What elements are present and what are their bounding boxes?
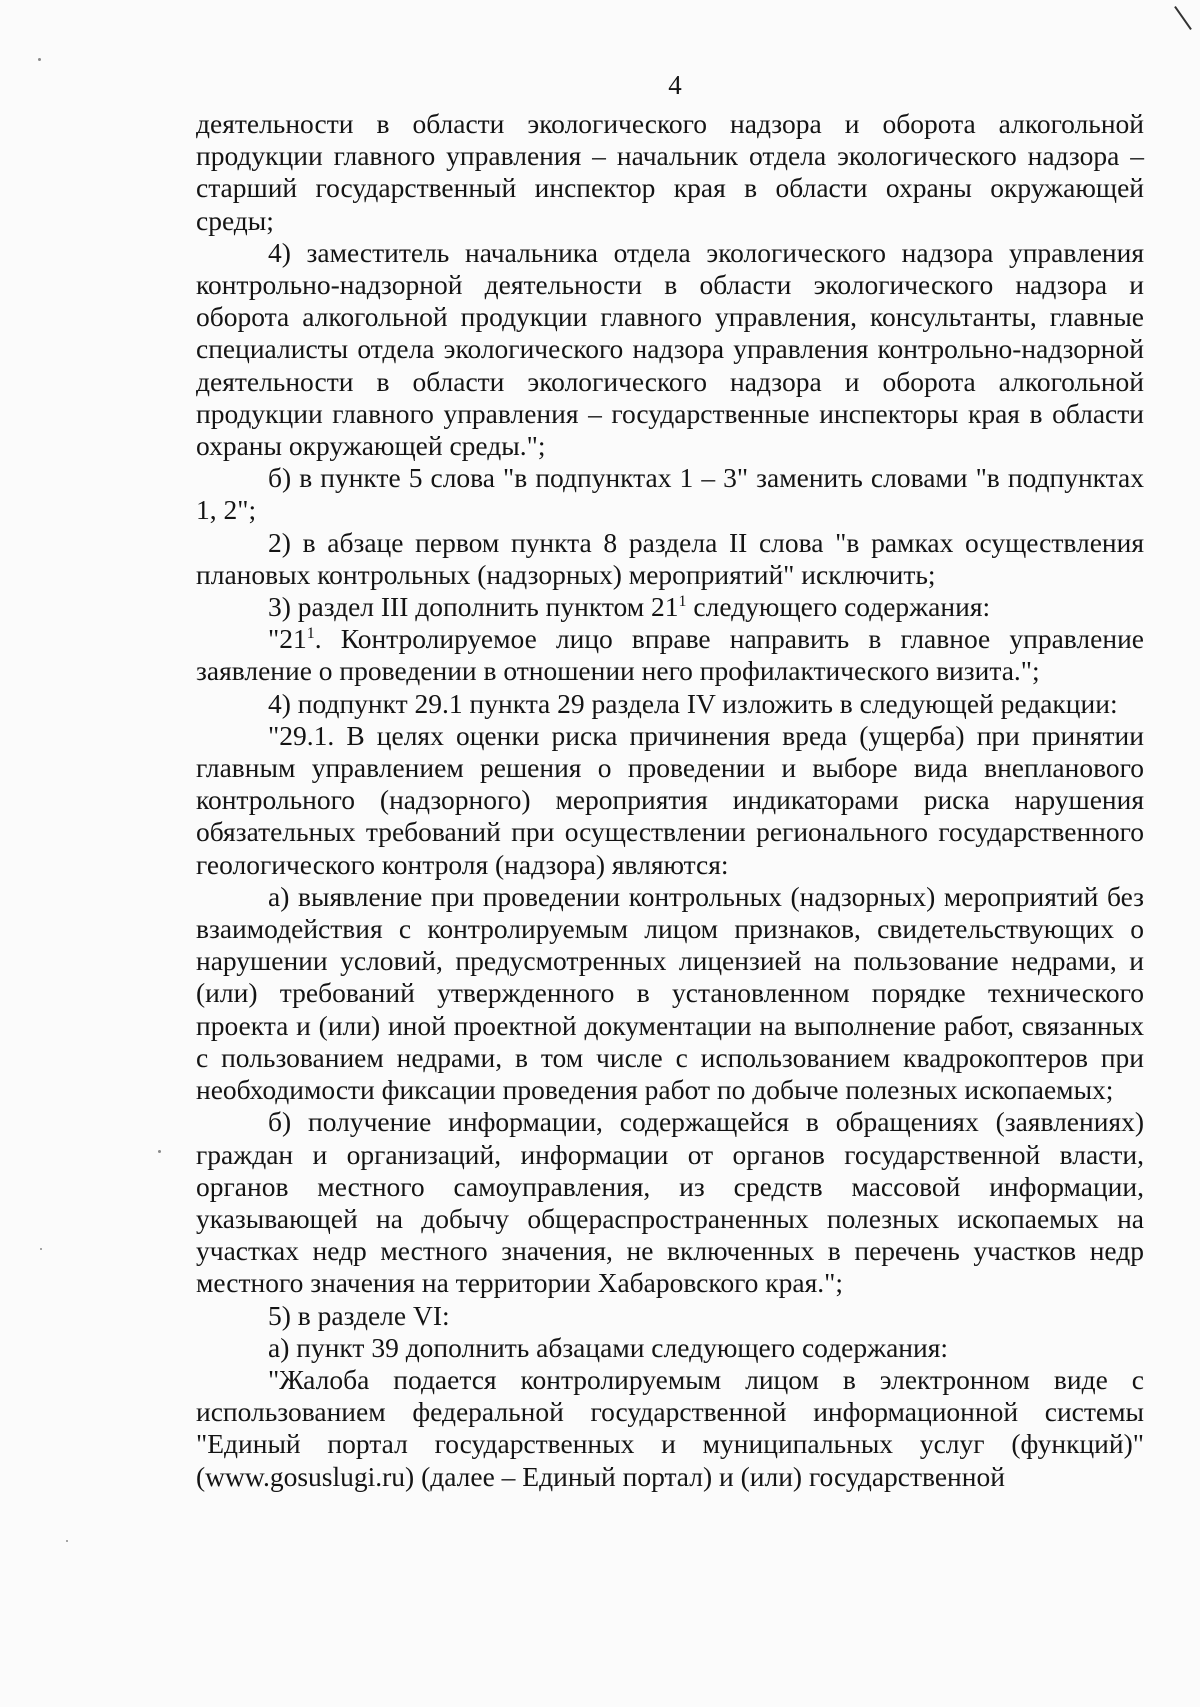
paragraph-item-5: 5) в разделе VI: [268, 1299, 450, 1331]
text-run: следующего содержания: [686, 591, 991, 623]
paragraph-item-4-subpoint: 4) подпункт 29.1 пункта 29 раздела IV изложить в следующей редакции: [268, 687, 1118, 719]
scan-speck [66, 1540, 68, 1542]
superscript: 1 [678, 592, 687, 610]
paragraph-item-4: 4) заместитель начальника отдела экологического надзора управления контрольно-надзорной деятельности в области экологического надзора и оборота алкогольной продукции главного управления, консультанты, главные специалисты отдела экологического надзора управления контрольно-надзорной деятельности в области экологического надзора и оборота алкогольной продукции главного управления – государственные инспекторы края в области охраны окружающей среды."; [196, 236, 1144, 462]
superscript: 1 [306, 625, 315, 643]
text-run: 3) раздел III дополнить пунктом 21 [268, 591, 679, 623]
paragraph-quote-29-1: "29.1. В целях оценки риска причинения вреда (ущерба) при принятии главным управлением решения о проведении и выборе вида внепланового контрольного (надзорного) мероприятия индикаторами риска нарушения обязательных требований при осуществлении регионального государственного геологического контроля (надзора) являются: [196, 719, 1144, 880]
scan-speck [158, 1150, 161, 1153]
paragraph-item-b: б) в пункте 5 слова "в подпунктах 1 – 3" заменить словами "в подпунктах 1, 2"; [196, 462, 1144, 526]
paragraph-quote-complaint: "Жалоба подается контролируемым лицом в электронном виде с использованием федеральной государственной информационной системы "Единый портал государственных и муниципальных услуг (функций)" (www.gosuslugi.ru) (далее – Единый портал) и (или) государственной [196, 1363, 1144, 1492]
paragraph-item-b-information: б) получение информации, содержащейся в обращениях (заявлениях) граждан и организаций, информации от органов государственной власти, органов местного самоуправления, из средств массовой информации, указывающей на добычу общераспространенных полезных ископаемых на участках недр местного значения, не включенных в перечень участков недр местного значения на территории Хабаровского края."; [196, 1106, 1144, 1299]
page-number: 4 [668, 70, 682, 100]
scan-mark [1174, 6, 1192, 30]
document-body [196, 108, 1144, 1493]
text-run: "21 [268, 623, 307, 655]
scan-speck [38, 58, 41, 61]
paragraph-item-a-39: а) пункт 39 дополнить абзацами следующего содержания: [268, 1331, 949, 1363]
text-run: . Контролируемое лицо вправе направить в главное управление заявление о проведении в отношении него профилактического визита."; [196, 623, 1144, 687]
paragraph-continuation: деятельности в области экологического надзора и оборота алкогольной продукции главного управления – начальник отдела экологического надзора – старший государственный инспектор края в области охраны окружающей среды; [196, 108, 1144, 236]
scan-speck [40, 1248, 42, 1250]
paragraph-item-3 [196, 591, 1144, 623]
paragraph-item-a-detection: а) выявление при проведении контрольных (надзорных) мероприятий без взаимодействия с контролируемым лицом признаков, свидетельствующих о нарушении условий, предусмотренных лицензией на пользование недрами, и (или) требований утвержденного в установленном порядке технического проекта и (или) иной проектной документации на выполнение работ, связанных с пользованием недрами, в том числе с использованием квадрокоптеров при необходимости фиксации проведения работ по добыче полезных ископаемых; [196, 880, 1144, 1106]
paragraph-item-2: 2) в абзаце первом пункта 8 раздела II слова "в рамках осуществления плановых контрольных (надзорных) мероприятий" исключить; [196, 526, 1144, 590]
paragraph-quote-21-1 [196, 623, 1144, 687]
